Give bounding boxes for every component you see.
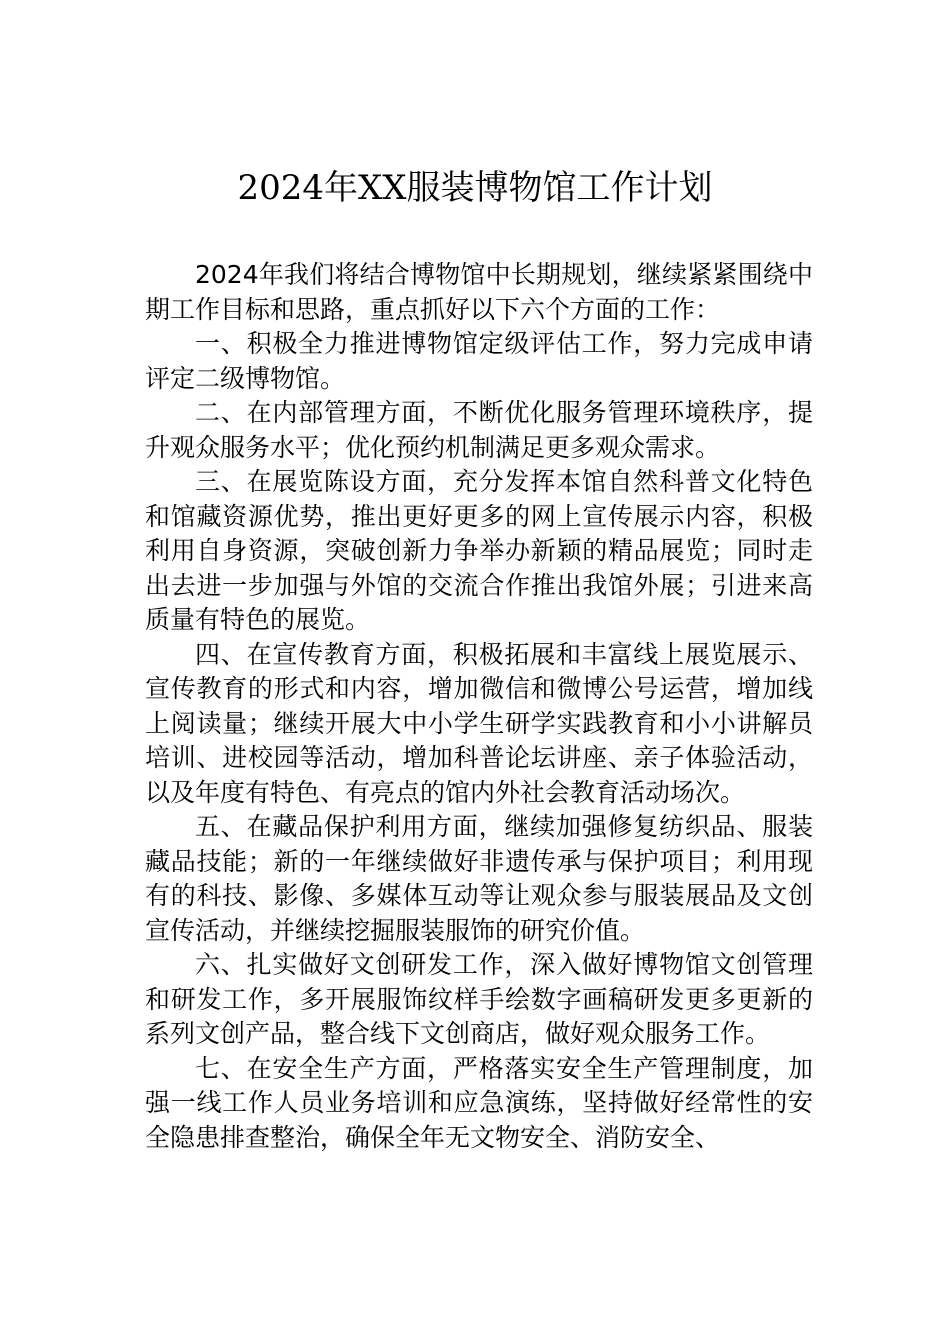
- paragraph-intro: 2024年我们将结合博物馆中长期规划，继续紧紧围绕中期工作目标和思路，重点抓好以下六个方面的工作：: [145, 260, 813, 324]
- paragraph-item-1: 一、积极全力推进博物馆定级评估工作，努力完成申请评定二级博物馆。: [145, 329, 813, 393]
- paragraph-item-2: 二、在内部管理方面，不断优化服务管理环境秩序，提升观众服务水平；优化预约机制满足更多观众需求。: [145, 398, 813, 462]
- paragraph-item-5: 五、在藏品保护利用方面，继续加强修复纺织品、服装藏品技能；新的一年继续做好非遗传承与保护项目；利用现有的科技、影像、多媒体互动等让观众参与服装展品及文创宣传活动，并继续挖掘服装服饰的研究价值。: [145, 812, 813, 945]
- document-body: [145, 258, 813, 1155]
- paragraph-item-7: 七、在安全生产方面，严格落实安全生产管理制度，加强一线工作人员业务培训和应急演练，坚持做好经常性的安全隐患排查整治，确保全年无文物安全、消防安全、: [145, 1053, 813, 1152]
- document-title: 2024年XX服装博物馆工作计划: [237, 168, 713, 208]
- paragraph-item-3: 三、在展览陈设方面，充分发挥本馆自然科普文化特色和馆藏资源优势，推出更好更多的网上宣传展示内容，积极利用自身资源，突破创新力争举办新颖的精品展览；同时走出去进一步加强与外馆的交流合作推出我馆外展；引进来高质量有特色的展览。: [145, 467, 813, 634]
- paragraph-item-6: 六、扎实做好文创研发工作，深入做好博物馆文创管理和研发工作，多开展服饰纹样手绘数字画稿研发更多更新的系列文创产品，整合线下文创商店，做好观众服务工作。: [145, 950, 813, 1048]
- paragraph-item-4: 四、在宣传教育方面，积极拓展和丰富线上展览展示、宣传教育的形式和内容，增加微信和微博公号运营，增加线上阅读量；继续开展大中小学生研学实践教育和小小讲解员培训、进校园等活动，增加科普论坛讲座、亲子体验活动，以及年度有特色、有亮点的馆内外社会教育活动场次。: [145, 639, 813, 807]
